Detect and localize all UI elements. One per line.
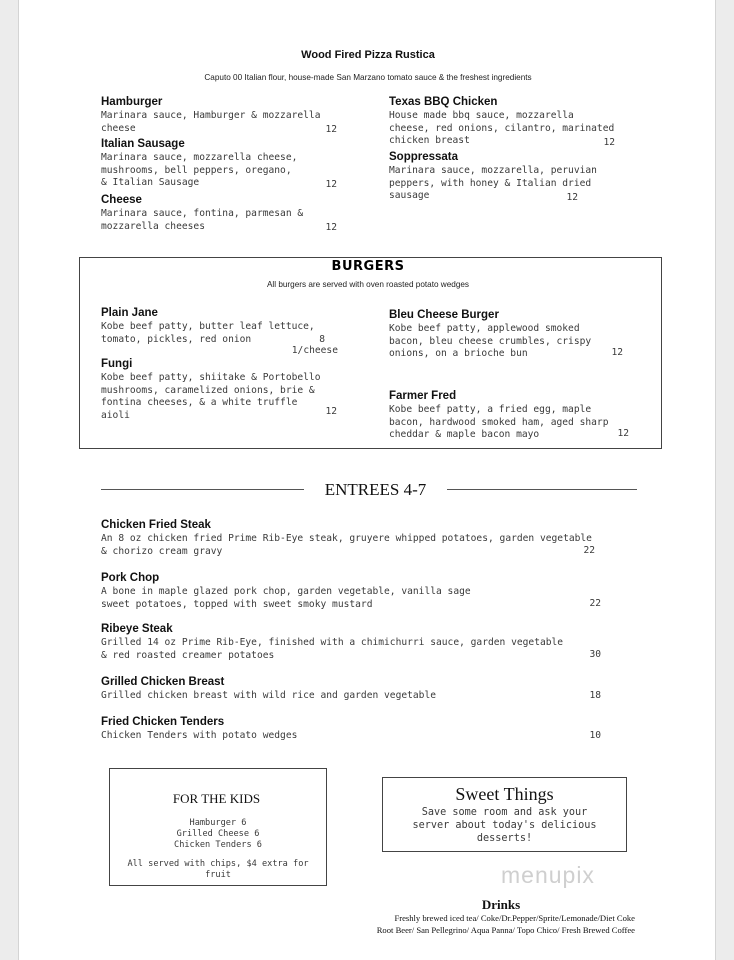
pizza-item <box>389 96 639 148</box>
burger-item <box>101 307 351 356</box>
entree-item-price: 30 <box>589 649 601 660</box>
drinks-title: Drinks <box>481 897 521 912</box>
pizza-item-price: 12 <box>325 124 337 135</box>
pizza-item-description: House made bbq sauce, mozzarella cheese, red onions, cilantro, marinated chicken breast <box>389 110 615 147</box>
entrees-left-rule <box>101 489 304 490</box>
entree-item-description: An 8 oz chicken fried Prime Rib-Eye steak, gruyere whipped potatoes, garden vegetable & chorizo cream gravy <box>101 533 592 557</box>
entree-item-description: Grilled 14 oz Prime Rib-Eye, finished with a chimichurri sauce, garden vegetable & red roasted creamer potatoes <box>101 637 564 661</box>
pizza-item <box>389 151 639 203</box>
entree-item-name: Pork Chop <box>101 572 160 584</box>
menupix-watermark: menupix <box>501 862 595 888</box>
kids-menu-item: Chicken Tenders 6 <box>174 840 262 850</box>
entrees-section-title: ENTREES 4-7 <box>324 480 427 499</box>
burgers-section-title: BURGERS <box>331 259 405 274</box>
pizza-item-price: 12 <box>325 179 337 190</box>
pizza-item-price: 12 <box>566 192 578 203</box>
burger-item-name: Farmer Fred <box>389 390 457 402</box>
entree-item-price: 10 <box>589 730 601 741</box>
sweet-things-title: Sweet Things <box>455 784 554 804</box>
pizza-item-name: Soppressata <box>389 151 459 163</box>
pizza-item-price: 12 <box>325 222 337 233</box>
entree-item-description: Chicken Tenders with potato wedges <box>101 730 298 741</box>
drinks-line: Root Beer/ San Pellegrino/ Aqua Panna/ Topo Chico/ Fresh Brewed Coffee <box>376 925 635 935</box>
burger-item-name: Bleu Cheese Burger <box>389 309 499 321</box>
pizza-item-description: Marinara sauce, mozzarella cheese, mushrooms, bell peppers, oregano, & Italian Sausage <box>101 152 298 189</box>
entree-item-name: Grilled Chicken Breast <box>101 676 225 688</box>
pizza-item <box>101 96 346 135</box>
burger-item <box>389 390 639 442</box>
entree-item-price: 22 <box>583 545 595 556</box>
entree-item <box>101 572 641 611</box>
pizza-item-name: Cheese <box>101 194 142 206</box>
pizza-item-description: Marinara sauce, fontina, parmesan & mozzarella cheeses <box>101 208 304 232</box>
entrees-right-rule <box>447 489 637 490</box>
kids-note: All served with chips, $4 extra for fruit <box>127 859 309 880</box>
burger-item-description: Kobe beef patty, a fried egg, maple bacon, hardwood smoked ham, aged sharp cheddar & maple bacon mayo <box>389 404 609 441</box>
pizza-section-subtitle: Caputo 00 Italian flour, house-made San Marzano tomato sauce & the freshest ingredients <box>204 73 532 82</box>
entree-item-name: Fried Chicken Tenders <box>101 716 225 728</box>
pizza-item <box>101 194 346 233</box>
burger-item-extra-price: 1/cheese <box>291 345 338 356</box>
entree-item <box>101 676 641 703</box>
burger-item-description: Kobe beef patty, applewood smoked bacon, bleu cheese crumbles, crispy onions, on a brioche bun <box>389 323 592 360</box>
entree-item-price: 18 <box>589 690 601 701</box>
entree-item <box>101 623 641 662</box>
entree-item <box>101 716 641 743</box>
burger-item-description: Kobe beef patty, butter leaf lettuce, tomato, pickles, red onion <box>101 321 315 345</box>
kids-section-title: FOR THE KIDS <box>172 791 261 806</box>
burger-item-price: 12 <box>325 406 337 417</box>
burger-item-price: 12 <box>617 428 629 439</box>
menu-page <box>18 0 716 960</box>
entree-item-name: Chicken Fried Steak <box>101 519 211 531</box>
burger-item <box>389 309 639 361</box>
entree-item-name: Ribeye Steak <box>101 623 173 635</box>
pizza-section-title: Wood Fired Pizza Rustica <box>301 49 435 61</box>
entree-item <box>101 519 641 558</box>
burger-item-name: Plain Jane <box>101 307 158 319</box>
entree-item-description: A bone in maple glazed pork chop, garden vegetable, vanilla sage sweet potatoes, topped with sweet smoky mustard <box>101 586 471 610</box>
pizza-item-name: Hamburger <box>101 96 163 108</box>
sweet-things-description: Save some room and ask your server about today's delicious desserts! <box>412 807 597 844</box>
entree-item-description: Grilled chicken breast with wild rice and garden vegetable <box>101 690 437 701</box>
kids-menu-item: Hamburger 6 <box>189 818 247 828</box>
burger-item <box>101 358 351 422</box>
entree-item-price: 22 <box>589 598 601 609</box>
pizza-item-name: Texas BBQ Chicken <box>389 96 498 108</box>
drinks-line: Freshly brewed iced tea/ Coke/Dr.Pepper/Sprite/Lemonade/Diet Coke <box>394 913 635 923</box>
pizza-item <box>101 138 346 190</box>
pizza-item-name: Italian Sausage <box>101 138 185 150</box>
pizza-item-description: Marinara sauce, mozzarella, peruvian peppers, with honey & Italian dried sausage <box>389 165 597 202</box>
burger-item-description: Kobe beef patty, shiitake & Portobello mushrooms, caramelized onions, brie & fontina cheeses, & a white truffle aioli <box>101 372 321 421</box>
pizza-item-price: 12 <box>603 137 615 148</box>
kids-menu-item: Grilled Cheese 6 <box>176 829 260 839</box>
kids-menu-list <box>109 818 327 851</box>
burger-item-price: 8 <box>319 334 325 345</box>
pizza-item-description: Marinara sauce, Hamburger & mozzarella cheese <box>101 110 321 134</box>
burgers-section-subtitle: All burgers are served with oven roasted potato wedges <box>266 280 470 289</box>
burger-item-name: Fungi <box>101 358 133 370</box>
burger-item-price: 12 <box>611 347 623 358</box>
